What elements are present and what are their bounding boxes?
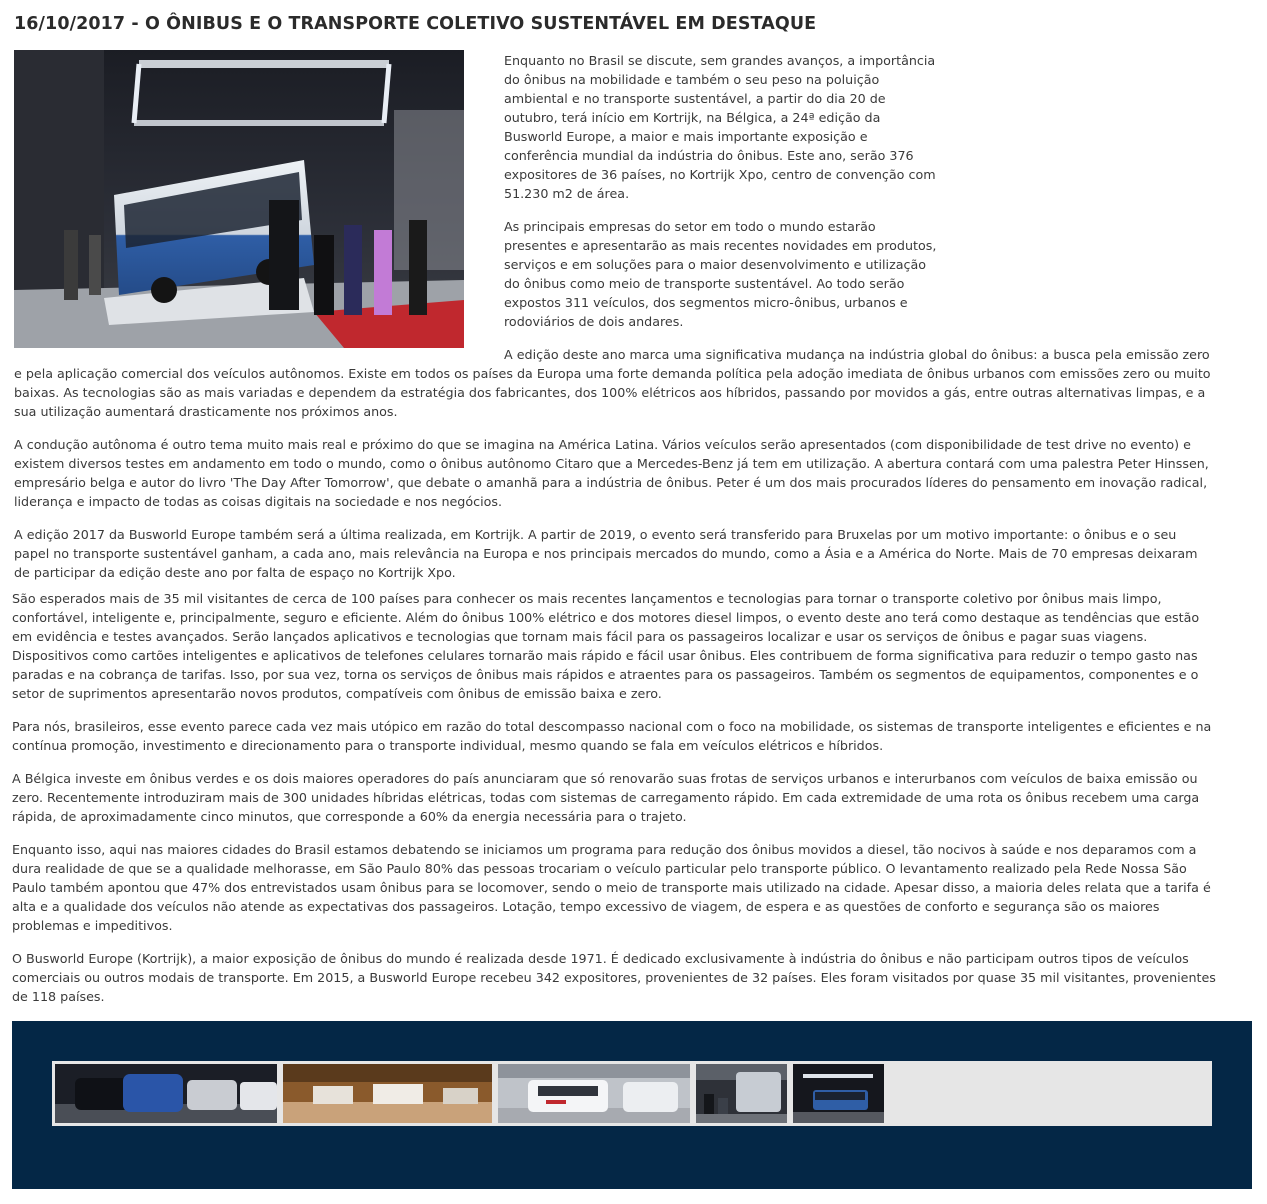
- article-paragraph: A edição 2017 da Busworld Europe também será a última realizada, em Kortrijk. A partir de 2019, o evento será transferido para Bruxelas por um motivo importante: o ônibus e o seu papel no transporte sustentável ganham, a cada ano, mais relevância na Europa e nos principais mercados do mundo, como a Ásia e a América do Norte. Mais de 70 empresas deixaram de participar da edição deste ano por falta de espaço no Kortrijk Xpo.: [14, 527, 1198, 580]
- gallery-thumbnail-3[interactable]: [498, 1064, 690, 1123]
- article-paragraph: O Busworld Europe (Kortrijk), a maior exposição de ônibus do mundo é realizada desde 1971. É dedicado exclusivamente à indústria do ônibus e não participam outros tipos de veículos comerciais ou outros modais de transporte. Em 2015, a Busworld Europe recebeu 342 expositores, provenientes de 32 países. Eles foram visitados por quase 35 mil visitantes, provenientes de 118 países.: [12, 951, 1216, 1004]
- article-paragraph: As principais empresas do setor em todo o mundo estarão presentes e apresentarão as mais recentes novidades em produtos, serviços e em soluções para o maior desenvolvimento e utilização do ônibus como meio de transporte sustentável. Ao todo serão expostos 311 veículos, dos segmentos micro-ônibus, urbanos e rodoviários de dois andares.: [504, 219, 937, 329]
- hero-image: [14, 50, 464, 348]
- article-paragraph: Enquanto isso, aqui nas maiores cidades do Brasil estamos debatendo se iniciamos um programa para redução dos ônibus movidos a diesel, tão nocivos à saúde e nos deparamos com a dura realidade de que se a qualidade melhorasse, em São Paulo 80% das pessoas trocariam o veículo particular pelo transporte público. O levantamento realizado pela Rede Nossa São Paulo também apontou que 47% dos entrevistados usam ônibus para se locomover, sendo o meio de transporte mais utilizado na cidade. Apesar disso, a maioria deles relata que a tarifa é alta e a qualidade dos veículos não atende as expectativas dos passageiros. Lotação, tempo excessivo de viagem, de espera e as questões de conforto e segurança são os maiores problemas e impeditivos.: [12, 842, 1211, 933]
- article-title: 16/10/2017 - O ÔNIBUS E O TRANSPORTE COLETIVO SUSTENTÁVEL EM DESTAQUE: [14, 14, 817, 34]
- article-paragraph: A edição deste ano marca uma significativa mudança na indústria global do ônibus: a busca pela emissão zero e pela aplicação comercial dos veículos autônomos. Existe em todos os países da Europa uma forte demanda política pela adoção imediata de ônibus urbanos com emissões zero ou muito baixas. As tecnologias são as mais variadas e dependem da estratégia dos fabricantes, dos 100% elétricos aos híbridos, passando por movidos a gás, entre outras alternativas limpas, e a sua utilização aumentará drasticamente nos próximos anos.: [14, 347, 1211, 419]
- gallery-thumbnail-4[interactable]: [696, 1064, 787, 1123]
- article-paragraph: A Bélgica investe em ônibus verdes e os dois maiores operadores do país anunciaram que só renovarão suas frotas de serviços urbanos e interurbanos com veículos de baixa emissão ou zero. Recentemente introduziram mais de 300 unidades híbridas elétricas, todas com sistemas de carregamento rápido. Em cada extremidade de uma rota os ônibus recebem uma carga rápida, de aproximadamente cinco minutos, que corresponde a 60% da energia necessária para o trajeto.: [12, 771, 1200, 824]
- gallery-thumbnail-5[interactable]: [793, 1064, 884, 1123]
- article-paragraph: São esperados mais de 35 mil visitantes de cerca de 100 países para conhecer os mais recentes lançamentos e tecnologias para tornar o transporte coletivo por ônibus mais limpo, confortável, inteligente e, principalmente, seguro e eficiente. Além do ônibus 100% elétrico e dos motores diesel limpos, o evento deste ano terá como destaque as tendências que estão em evidência e testes avançados. Serão lançados aplicativos e tecnologias que tornam mais fácil para os passageiros localizar e usar os serviços de ônibus e pagar suas viagens. Dispositivos como cartões inteligentes e aplicativos de telefones celulares tornarão mais rápido e fácil usar ônibus. Eles contribuem de forma significativa para reduzir o tempo gasto nas paradas e na cobrança de tarifas. Isso, por sua vez, torna os serviços de ônibus mais rápidos e atraentes para os passageiros. Também os segmentos de equipamentos, componentes e o setor de suprimentos apresentarão novos produtos, compatíveis com ônibus de emissão baixa e zero.: [12, 591, 1200, 701]
- article-paragraph: Enquanto no Brasil se discute, sem grandes avanços, a importância do ônibus na mobilidade e também o seu peso na poluição ambiental e no transporte sustentável, a partir do dia 20 de outubro, terá início em Kortrijk, na Bélgica, a 24ª edição da Busworld Europe, a maior e mais importante exposição e conferência mundial da indústria do ônibus. Este ano, serão 376 expositores de 36 países, no Kortrijk Xpo, centro de convenção com 51.230 m2 de área.: [504, 53, 936, 201]
- article-paragraph: A condução autônoma é outro tema muito mais real e próximo do que se imagina na América Latina. Vários veículos serão apresentados (com disponibilidade de test drive no evento) e existem diversos testes em andamento em todo o mundo, como o ônibus autônomo Citaro que a Mercedes-Benz já tem em utilização. A abertura contará com uma palestra Peter Hinssen, empresário belga e autor do livro 'The Day After Tomorrow', que debate o amanhã para a indústria de ônibus. Peter é um dos mais procurados líderes do pensamento em inovação radical, liderança e impacto de todas as coisas digitais na sociedade e nos negócios.: [14, 437, 1209, 509]
- article-paragraph: Para nós, brasileiros, esse evento parece cada vez mais utópico em razão do total descompasso nacional com o foco na mobilidade, os sistemas de transporte inteligentes e eficientes e na contínua promoção, investimento e direcionamento para o transporte individual, mesmo quando se fala em veículos elétricos e híbridos.: [12, 719, 1212, 753]
- thumbnail-strip: [52, 1061, 1212, 1126]
- photo-gallery: [12, 1021, 1252, 1189]
- gallery-thumbnail-1[interactable]: [55, 1064, 277, 1123]
- gallery-thumbnail-2[interactable]: [283, 1064, 492, 1123]
